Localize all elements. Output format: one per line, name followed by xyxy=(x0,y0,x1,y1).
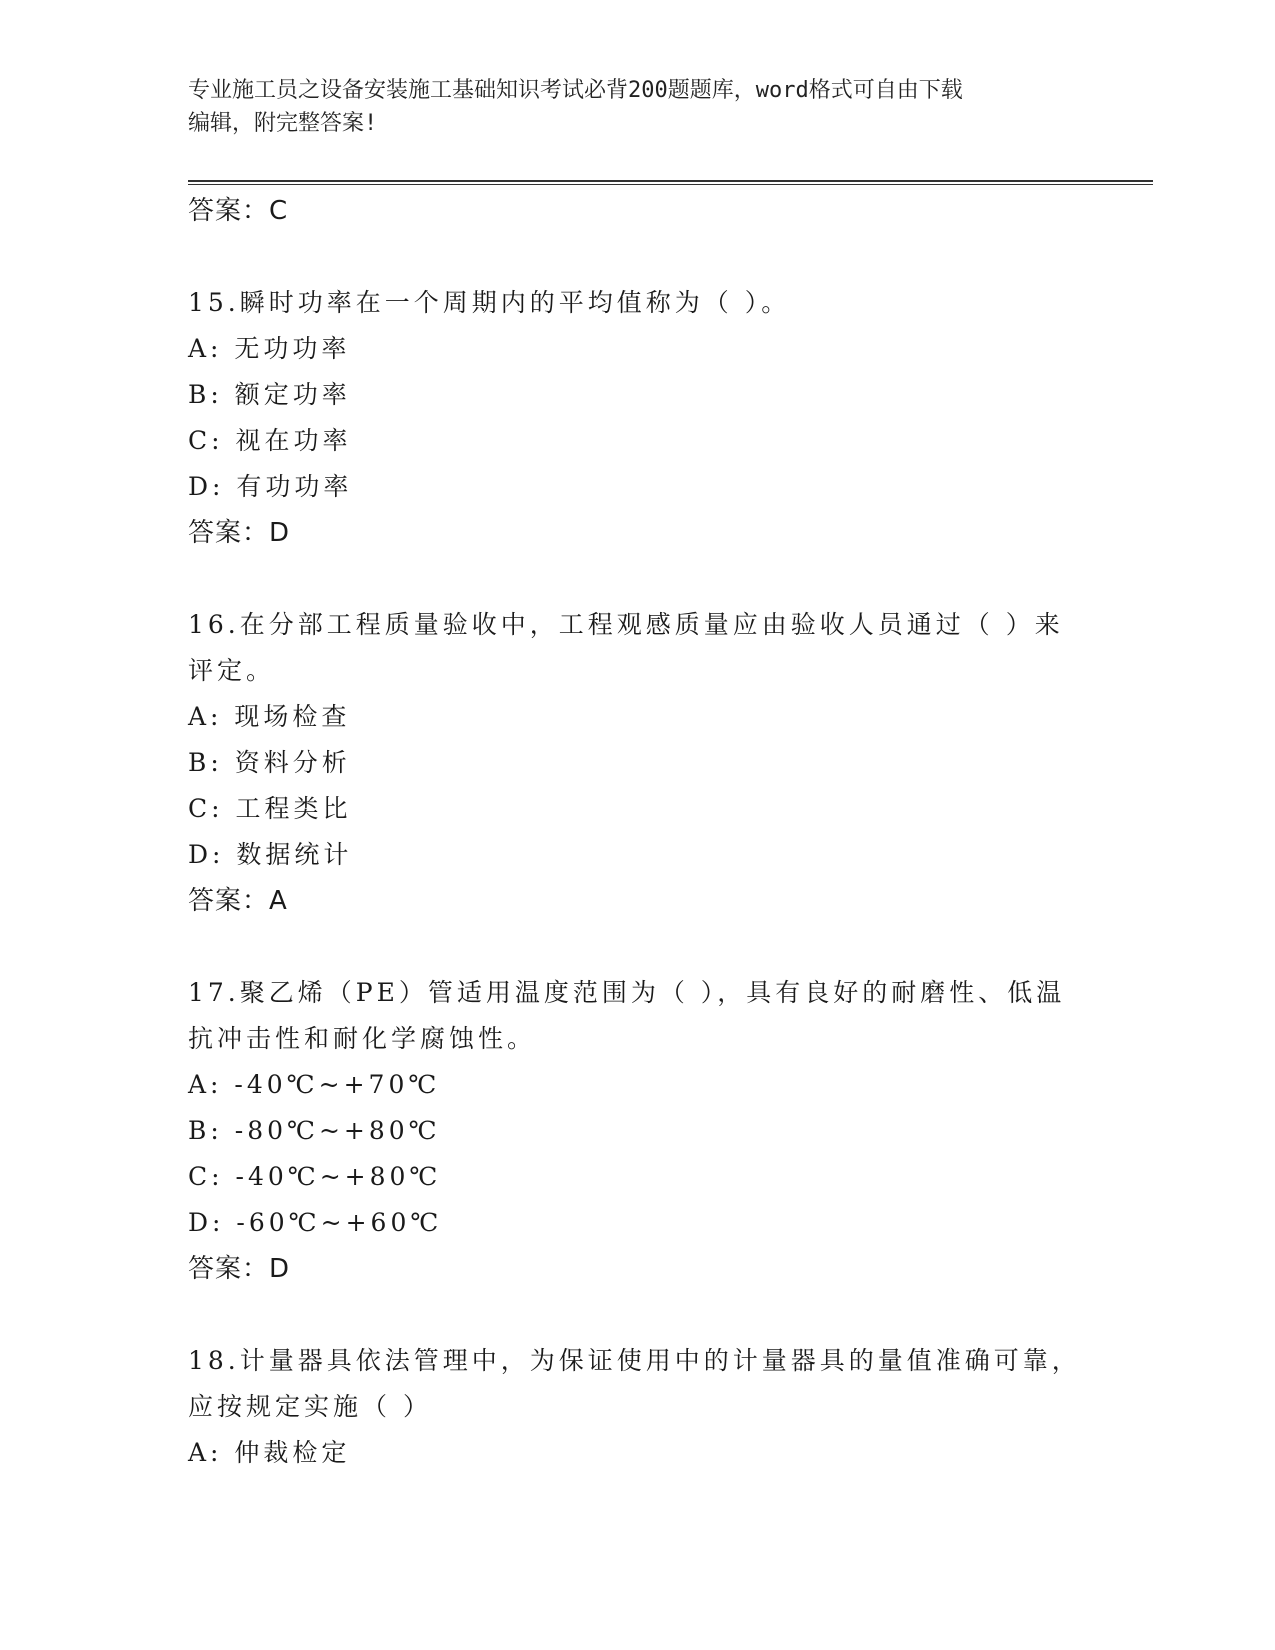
option-a: A: 现场检查 xyxy=(188,702,351,731)
option-c: C: 工程类比 xyxy=(188,794,352,823)
option-a: A: -40℃~+70℃ xyxy=(188,1070,441,1099)
option-b: B: -80℃~+80℃ xyxy=(188,1116,441,1145)
question-16 xyxy=(188,602,1088,924)
header-line-1: 专业施工员之设备安装施工基础知识考试必背200题题库，word格式可自由下载 xyxy=(188,78,963,103)
header-divider xyxy=(188,180,1153,185)
option-b: B: 资料分析 xyxy=(188,748,351,777)
question-17 xyxy=(188,970,1088,1292)
answer-line: 答案：D xyxy=(188,518,291,548)
option-d: D: 有功功率 xyxy=(188,472,353,501)
question-stem: 18.计量器具依法管理中，为保证使用中的计量器具的量值准确可靠， xyxy=(188,1346,1081,1375)
answer-line: 答案：A xyxy=(188,886,288,916)
option-d: D: 数据统计 xyxy=(188,840,353,869)
spacer xyxy=(188,234,1088,280)
question-stem-continued: 评定。 xyxy=(188,656,276,685)
document-header xyxy=(188,74,1088,140)
spacer xyxy=(188,556,1088,602)
question-15 xyxy=(188,280,1088,556)
option-a: A: 仲裁检定 xyxy=(188,1438,351,1467)
spacer xyxy=(188,1292,1088,1338)
question-stem: 15.瞬时功率在一个周期内的平均值称为（ ）。 xyxy=(188,288,791,317)
header-line-2: 编辑，附完整答案! xyxy=(188,111,378,136)
option-d: D: -60℃~+60℃ xyxy=(188,1208,443,1237)
question-18 xyxy=(188,1338,1088,1476)
question-stem-continued: 抗冲击性和耐化学腐蚀性。 xyxy=(188,1024,537,1053)
answer-line: 答案：C xyxy=(188,196,289,226)
question-stem: 16.在分部工程质量验收中，工程观感质量应由验收人员通过（ ）来 xyxy=(188,610,1064,639)
question-stem-continued: 应按规定实施（ ） xyxy=(188,1392,432,1421)
spacer xyxy=(188,924,1088,970)
answer-line: 答案：D xyxy=(188,1254,291,1284)
option-b: B: 额定功率 xyxy=(188,380,351,409)
question-stem: 17.聚乙烯（PE）管适用温度范围为（ ），具有良好的耐磨性、低温 xyxy=(188,978,1066,1007)
option-c: C: 视在功率 xyxy=(188,426,352,455)
document-body xyxy=(188,188,1088,1476)
option-c: C: -40℃~+80℃ xyxy=(188,1162,442,1191)
option-a: A: 无功功率 xyxy=(188,334,351,363)
